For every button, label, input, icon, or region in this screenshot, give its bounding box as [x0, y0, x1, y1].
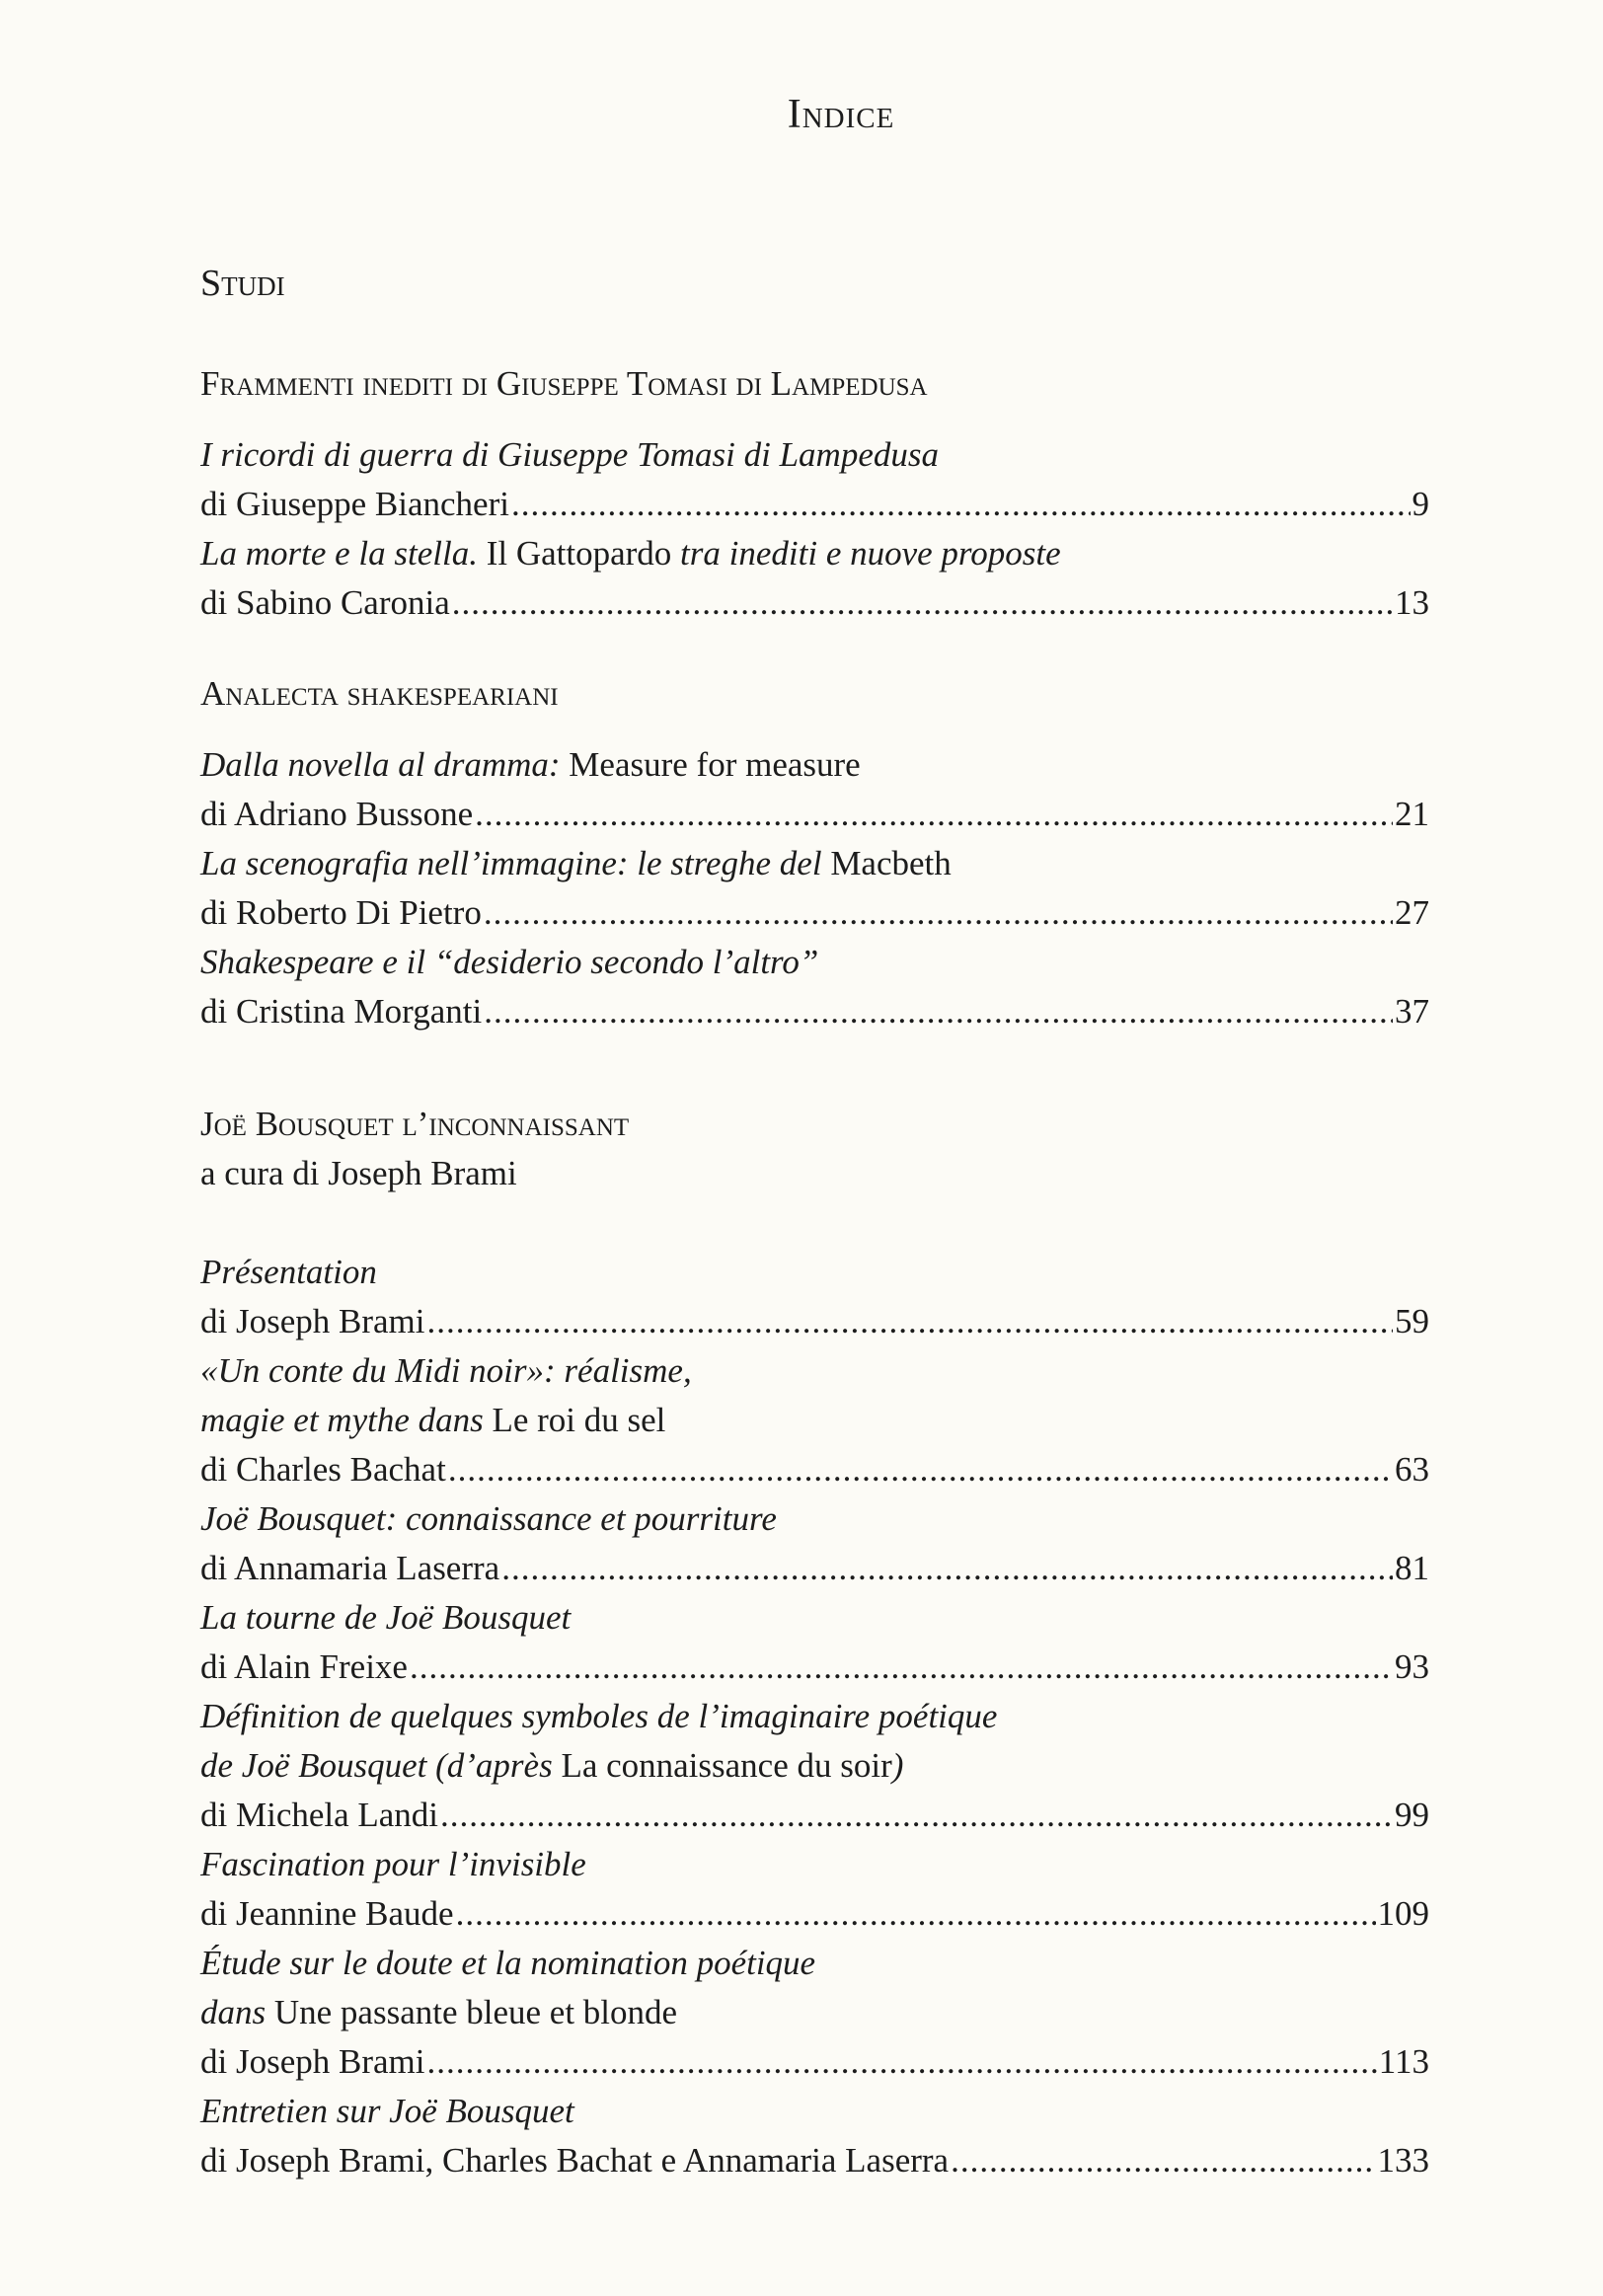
- entry-title-text: magie et mythe dans: [200, 1401, 493, 1439]
- entry-title: [200, 1346, 1429, 1396]
- page-number: 21: [1395, 795, 1429, 833]
- entry-title-text: dans: [200, 1993, 274, 2031]
- entry-author-row: [200, 888, 1429, 938]
- entry-author-row: [200, 1445, 1429, 1494]
- entry-author: di Sabino Caronia: [200, 583, 450, 622]
- entry-author-row: [200, 1791, 1429, 1840]
- entry-title: [200, 1494, 1429, 1544]
- entry-title-text: Fascination pour l’invisible: [200, 1845, 586, 1883]
- entry-title-text: «Un conte du Midi noir»: réalisme,: [200, 1351, 692, 1390]
- cited-work-title: Macbeth: [830, 844, 952, 882]
- entry-author: di Alain Freixe: [200, 1647, 408, 1686]
- entry-title-text: La morte e la stella.: [200, 534, 487, 573]
- section-spacer: [200, 628, 1429, 669]
- entry-title-text: ): [891, 1746, 904, 1785]
- section-spacer: [200, 1036, 1429, 1100]
- dot-leader: [426, 1297, 1393, 1346]
- part-heading: Studi: [200, 263, 285, 304]
- entry-title: [200, 1593, 1429, 1643]
- section-spacer: [200, 1198, 1429, 1248]
- page-number: 133: [1377, 2141, 1429, 2180]
- entry-title-text: Entretien sur Joë Bousquet: [200, 2092, 574, 2130]
- entry-title: [200, 430, 1429, 480]
- entry-title: [200, 529, 1429, 578]
- toc-entry: [200, 1593, 1429, 1692]
- section-heading: Joë Bousquet l’inconnaissant: [200, 1105, 630, 1143]
- entry-title-text: Joë Bousquet: connaissance et pourriture: [200, 1499, 777, 1538]
- dot-leader: [440, 1791, 1393, 1840]
- table-of-contents: [200, 259, 1429, 2185]
- dot-leader: [501, 1544, 1393, 1593]
- entry-author: di Charles Bachat: [200, 1450, 446, 1489]
- entry-author-row: [200, 2037, 1429, 2087]
- entry-title: [200, 1741, 1429, 1791]
- entry-title: [200, 740, 1429, 790]
- page-number: 113: [1378, 2042, 1429, 2081]
- entry-title: [200, 839, 1429, 888]
- page-number: 27: [1395, 893, 1429, 932]
- cited-work-title: La connaissance du soir: [561, 1746, 892, 1785]
- entry-author-row: [200, 1544, 1429, 1593]
- toc-section: [200, 1100, 1429, 2185]
- entry-author-row: [200, 987, 1429, 1036]
- entry-author: di Giuseppe Biancheri: [200, 485, 509, 523]
- entry-title: [200, 1692, 1429, 1741]
- entry-title-text: Étude sur le doute et la nomination poétique: [200, 1944, 816, 1982]
- toc-entry: [200, 1494, 1429, 1593]
- page-number: 13: [1395, 583, 1429, 622]
- entry-title-text: de Joë Bousquet (d’après: [200, 1746, 562, 1785]
- cited-work-title: Il Gattopardo: [486, 534, 681, 573]
- dot-leader: [456, 1889, 1376, 1939]
- toc-entry: [200, 1248, 1429, 1346]
- entry-author-row: [200, 1297, 1429, 1346]
- entry-author-row: [200, 1889, 1429, 1939]
- toc-section: [200, 359, 1429, 628]
- dot-leader: [448, 1445, 1393, 1494]
- dot-leader: [951, 2136, 1375, 2185]
- entry-author: di Joseph Brami: [200, 2042, 425, 2081]
- entry-author: di Adriano Bussone: [200, 795, 474, 833]
- section-heading: Frammenti inediti di Giuseppe Tomasi di Lampedusa: [200, 364, 928, 403]
- entry-title-text: tra inediti e nuove proposte: [680, 534, 1061, 573]
- toc-entry: [200, 2087, 1429, 2185]
- toc-entry: [200, 529, 1429, 628]
- toc-entry: [200, 740, 1429, 839]
- entry-title-text: Définition de quelques symboles de l’imaginaire poétique: [200, 1697, 998, 1735]
- toc-entry: [200, 1692, 1429, 1840]
- entry-title-text: La tourne de Joë Bousquet: [200, 1598, 572, 1637]
- entry-title-text: La scenografia nell’immagine: le streghe del: [200, 844, 831, 882]
- entry-author-row: [200, 578, 1429, 628]
- entry-author-row: [200, 480, 1429, 529]
- entry-author: di Joseph Brami: [200, 1302, 425, 1340]
- toc-section: [200, 669, 1429, 1036]
- entry-title: [200, 1396, 1429, 1445]
- dot-leader: [484, 888, 1393, 938]
- entry-title: [200, 1248, 1429, 1297]
- toc-entry: [200, 938, 1429, 1036]
- section-heading: Analecta shakespeariani: [200, 674, 559, 713]
- entry-title-text: Présentation: [200, 1253, 377, 1291]
- cited-work-title: Le roi du sel: [492, 1401, 666, 1439]
- entry-title: [200, 2087, 1429, 2136]
- dot-leader: [511, 480, 1411, 529]
- page-number: 99: [1395, 1796, 1429, 1834]
- toc-entry: [200, 839, 1429, 938]
- page-title: Indice: [787, 92, 895, 137]
- entry-author: di Jeannine Baude: [200, 1894, 454, 1933]
- entry-author: di Annamaria Laserra: [200, 1549, 500, 1587]
- cited-work-title: Measure for measure: [569, 745, 861, 784]
- page-number: 63: [1395, 1450, 1429, 1489]
- cited-work-title: Une passante bleue et blonde: [273, 1993, 678, 2031]
- entry-title: [200, 1939, 1429, 1988]
- toc-entry: [200, 430, 1429, 529]
- page-number: 93: [1395, 1647, 1429, 1686]
- dot-leader: [426, 2037, 1376, 2087]
- entry-author-row: [200, 1643, 1429, 1692]
- entry-author-row: [200, 2136, 1429, 2185]
- toc-entry: [200, 1939, 1429, 2087]
- page-number: 81: [1395, 1549, 1429, 1587]
- entry-title-text: Dalla novella al dramma:: [200, 745, 570, 784]
- entry-title: [200, 1988, 1429, 2037]
- dot-leader: [484, 987, 1393, 1036]
- toc-entry: [200, 1840, 1429, 1939]
- entry-author: di Joseph Brami, Charles Bachat e Annamaria Laserra: [200, 2141, 950, 2180]
- entry-title: [200, 1840, 1429, 1889]
- entry-author: di Cristina Morganti: [200, 992, 483, 1031]
- page-number: 109: [1377, 1894, 1429, 1933]
- dot-leader: [452, 578, 1393, 628]
- entry-title: [200, 938, 1429, 987]
- toc-entry: [200, 1346, 1429, 1494]
- page-number: 9: [1412, 485, 1429, 523]
- page-number: 37: [1395, 992, 1429, 1031]
- dot-leader: [410, 1643, 1393, 1692]
- entry-author: di Roberto Di Pietro: [200, 893, 482, 932]
- entry-author: di Michela Landi: [200, 1796, 439, 1834]
- dot-leader: [475, 790, 1393, 839]
- entry-title-text: Shakespeare e il “desiderio secondo l’altro”: [200, 943, 819, 981]
- entry-title-text: I ricordi di guerra di Giuseppe Tomasi di Lampedusa: [200, 435, 939, 474]
- page-number: 59: [1395, 1302, 1429, 1340]
- section-editor: a cura di Joseph Brami: [200, 1154, 517, 1192]
- entry-author-row: [200, 790, 1429, 839]
